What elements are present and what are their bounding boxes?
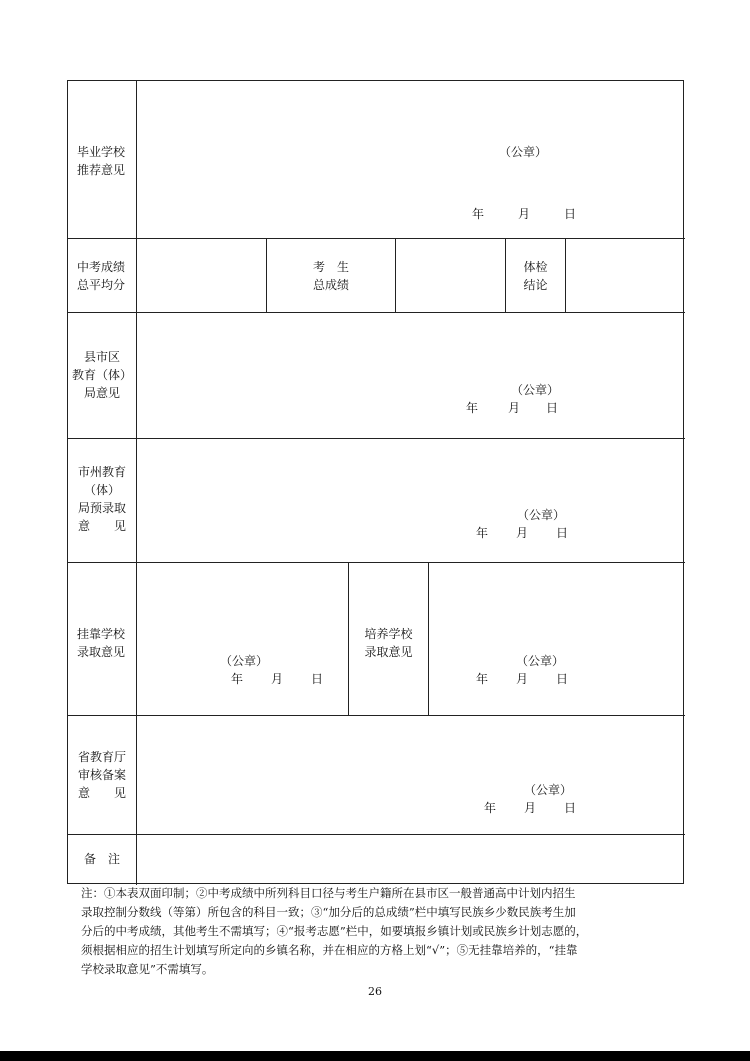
province-month: 月 <box>524 801 537 815</box>
note-line: 学校录取意见”不需填写。 <box>81 962 214 976</box>
column-divider <box>428 562 429 715</box>
row-divider <box>68 312 685 313</box>
county-seal: （公章） <box>511 383 560 397</box>
training-year: 年 <box>476 672 489 686</box>
note-line: 须根据相应的招生计划填写所定向的乡镇名称，并在相应的方格上划“√”；⑤无挂靠培养的，“挂靠 <box>81 943 578 957</box>
remarks-field[interactable] <box>137 835 683 883</box>
affiliated-day: 日 <box>311 672 324 686</box>
remarks-label: 备 注 <box>83 852 120 866</box>
city-day: 日 <box>556 526 569 540</box>
training-month: 月 <box>516 672 529 686</box>
label-column-divider <box>136 81 137 885</box>
row-divider <box>68 715 685 716</box>
row-divider <box>68 438 685 439</box>
school-seal: （公章） <box>499 145 548 159</box>
note-line: 注：①本表双面印制；②中考成绩中所列科目口径与考生户籍所在县市区一般普通高中计划内招生 <box>81 886 576 900</box>
training-seal: （公章） <box>516 654 565 668</box>
school-day: 日 <box>564 207 577 221</box>
province-day: 日 <box>564 801 577 815</box>
county-month: 月 <box>508 401 521 415</box>
average-score-field[interactable] <box>137 238 266 312</box>
average-score-label: 中考成绩 总平均分 <box>77 260 126 292</box>
affiliated-year: 年 <box>231 672 244 686</box>
page-number: 26 <box>368 985 382 998</box>
affiliated-month: 月 <box>271 672 284 686</box>
physical-exam-field[interactable] <box>566 238 683 312</box>
school-year: 年 <box>472 207 485 221</box>
row-divider <box>68 562 685 563</box>
county-year: 年 <box>466 401 479 415</box>
training-school-label: 培养学校 录取意见 <box>364 627 413 659</box>
city-month: 月 <box>516 526 529 540</box>
bottom-border <box>0 1051 750 1061</box>
province-year: 年 <box>484 801 497 815</box>
training-day: 日 <box>556 672 569 686</box>
affiliated-school-label: 挂靠学校 录取意见 <box>77 627 126 659</box>
county-bureau-label: 县市区 教育（体） 局意见 <box>71 350 132 400</box>
physical-exam-label: 体检 结论 <box>523 260 548 292</box>
province-seal: （公章） <box>524 783 573 797</box>
city-bureau-label: 市州教育 （体） 局预录取 意 见 <box>77 465 126 533</box>
form-notes <box>81 884 681 979</box>
city-seal: （公章） <box>517 508 566 522</box>
admission-form-table <box>67 80 684 884</box>
note-line: 分后的中考成绩，其他考生不需填写；④“报考志愿”栏中，如要填报乡镇计划或民族乡计划志愿的， <box>81 924 588 938</box>
city-year: 年 <box>476 526 489 540</box>
note-line: 录取控制分数线（等第）所包含的科目一致；③“加分后的总成绩”栏中填写民族乡少数民族考生加 <box>81 905 576 919</box>
affiliated-seal: （公章） <box>220 654 269 668</box>
school-label: 毕业学校 推荐意见 <box>77 145 126 177</box>
county-day: 日 <box>546 401 559 415</box>
province-label: 省教育厅 审核备案 意 见 <box>77 750 126 800</box>
total-score-label: 考 生 总成绩 <box>312 260 349 292</box>
school-month: 月 <box>518 207 531 221</box>
total-score-field[interactable] <box>396 238 505 312</box>
